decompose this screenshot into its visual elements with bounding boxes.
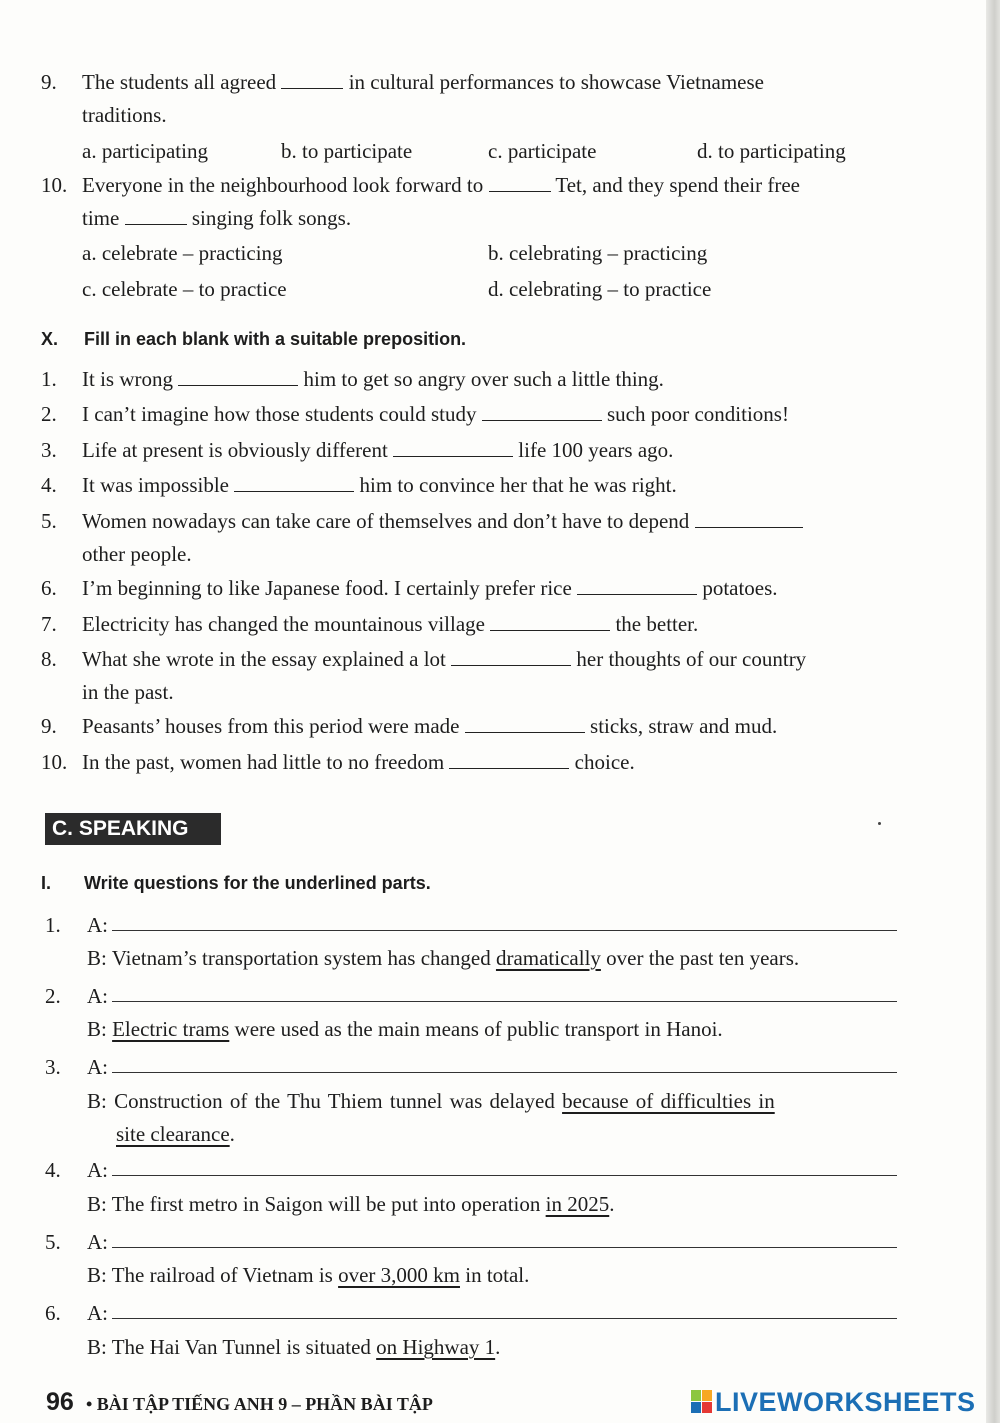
answer-blank[interactable] — [490, 612, 610, 631]
answer-blank[interactable] — [281, 70, 343, 89]
option-c[interactable]: c. participate — [488, 139, 597, 163]
liveworksheets-logo: LIVEWORKSHEETS — [691, 1387, 981, 1417]
option-b[interactable]: b. celebrating – practicing — [488, 241, 708, 265]
option-c[interactable]: c. celebrate – to practice — [82, 277, 287, 301]
answer-line[interactable] — [112, 1072, 897, 1073]
answer-blank[interactable] — [489, 173, 551, 192]
book-title: • BÀI TẬP TIẾNG ANH 9 – PHẦN BÀI TẬP — [86, 1394, 433, 1414]
page-edge — [986, 0, 1000, 1423]
answer-blank[interactable] — [695, 509, 803, 528]
page-number: 96 — [46, 1388, 74, 1416]
answer-line[interactable] — [112, 1001, 897, 1002]
option-b[interactable]: b. to participate — [281, 139, 413, 163]
answer-blank[interactable] — [449, 750, 569, 769]
speck — [878, 822, 881, 825]
liveworksheets-icon — [691, 1390, 713, 1414]
option-a[interactable]: a. celebrate – practicing — [82, 241, 283, 265]
section-c-label: C. SPEAKING — [45, 813, 221, 845]
answer-line[interactable] — [112, 1318, 897, 1319]
option-a[interactable]: a. participating — [82, 139, 208, 163]
answer-line[interactable] — [112, 1247, 897, 1248]
answer-blank[interactable] — [577, 576, 697, 595]
option-d[interactable]: d. to participating — [697, 139, 846, 163]
answer-line[interactable] — [112, 930, 897, 931]
answer-line[interactable] — [112, 1175, 897, 1176]
answer-blank[interactable] — [125, 206, 187, 225]
answer-blank[interactable] — [178, 367, 298, 386]
answer-blank[interactable] — [234, 473, 354, 492]
answer-blank[interactable] — [451, 647, 571, 666]
answer-blank[interactable] — [393, 438, 513, 457]
answer-blank[interactable] — [465, 714, 585, 733]
option-d[interactable]: d. celebrating – to practice — [488, 277, 712, 301]
answer-blank[interactable] — [482, 402, 602, 421]
